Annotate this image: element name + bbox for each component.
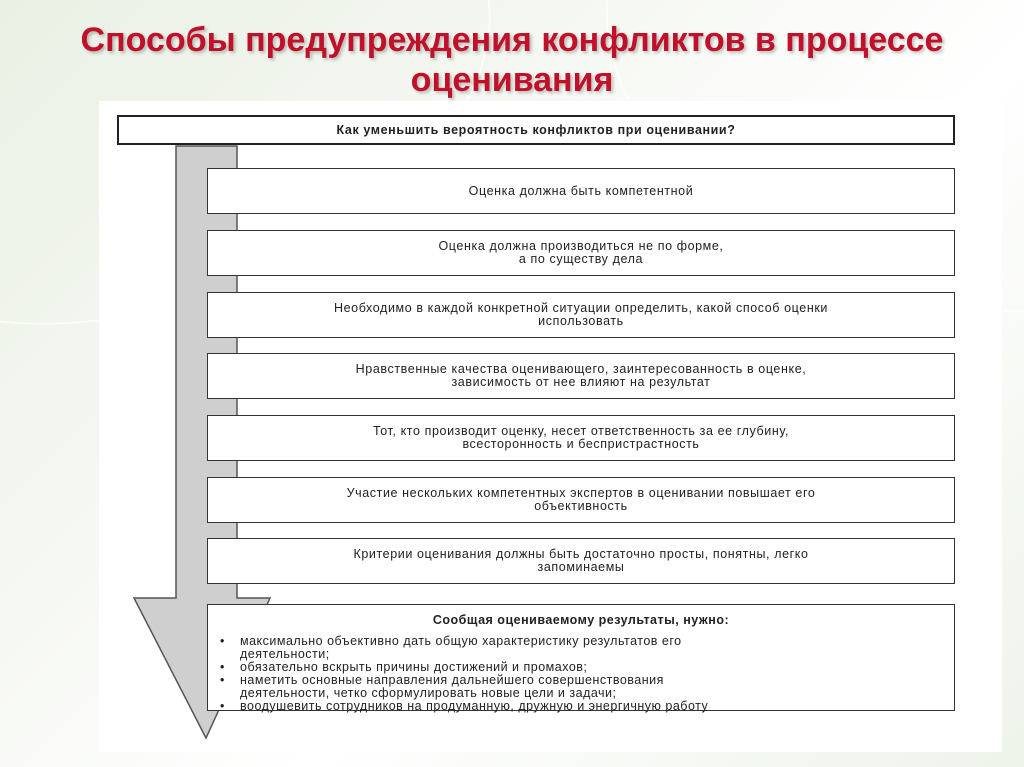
step-box (207, 292, 955, 338)
step-box (207, 353, 955, 399)
step-text-line-2: зависимость от нее влияют на результат (451, 375, 711, 389)
bullet-icon: • (220, 660, 225, 674)
list-item-line-2: деятельности; (240, 647, 330, 661)
final-list (208, 635, 954, 713)
step-box (207, 477, 955, 523)
list-item-line-2: деятельности, четко сформулировать новые цели и задачи; (240, 686, 617, 700)
step-box (207, 168, 955, 214)
step-text-line-1: Нравственные качества оценивающего, заинтересованность в оценке, (355, 362, 807, 376)
step-box (207, 415, 955, 461)
step-box (207, 230, 955, 276)
step-text-line-1: Оценка должна производиться не по форме, (438, 239, 724, 253)
list-item (220, 635, 954, 661)
bullet-icon: • (220, 634, 225, 648)
step-text-line-2: использовать (538, 314, 624, 328)
final-box-title: Сообщая оцениваемому результаты, нужно: (432, 613, 730, 627)
question-text: Как уменьшить вероятность конфликтов при оценивании? (336, 123, 736, 137)
step-text-line-1: Критерии оценивания должны быть достаточно просты, понятны, легко (353, 547, 809, 561)
step-text-line-1: Оценка должна быть компетентной (468, 183, 694, 198)
final-box (207, 604, 955, 711)
slide-title-line-2: оценивания (410, 61, 614, 99)
slide-title-line-1: Способы предупреждения конфликтов в процессе (80, 21, 944, 59)
step-text-line-2: всесторонность и беспристрастность (462, 437, 700, 451)
question-box (117, 115, 955, 145)
step-text-line-1: Участие нескольких компетентных экспертов в оценивании повышает его (346, 486, 816, 500)
step-text-line-2: объективность (534, 499, 628, 513)
list-item-line-1: обязательно вскрыть причины достижений и промахов; (240, 660, 588, 674)
list-item-line-1: воодушевить сотрудников на продуманную, дружную и энергичную работу (240, 699, 709, 713)
step-text-line-2: а по существу дела (518, 252, 644, 266)
list-item-line-1: максимально объективно дать общую характеристику результатов его (240, 634, 682, 648)
step-text-line-1: Тот, кто производит оценку, несет ответственность за ее глубину, (372, 424, 790, 438)
step-text-line-1: Необходимо в каждой конкретной ситуации определить, какой способ оценки (333, 301, 828, 315)
list-item (220, 674, 954, 700)
bullet-icon: • (220, 699, 225, 713)
step-text-line-2: запоминаемы (537, 560, 625, 574)
step-box (207, 538, 955, 584)
list-item (220, 700, 954, 713)
bullet-icon: • (220, 673, 225, 687)
list-item-line-1: наметить основные направления дальнейшего совершенствования (240, 673, 664, 687)
